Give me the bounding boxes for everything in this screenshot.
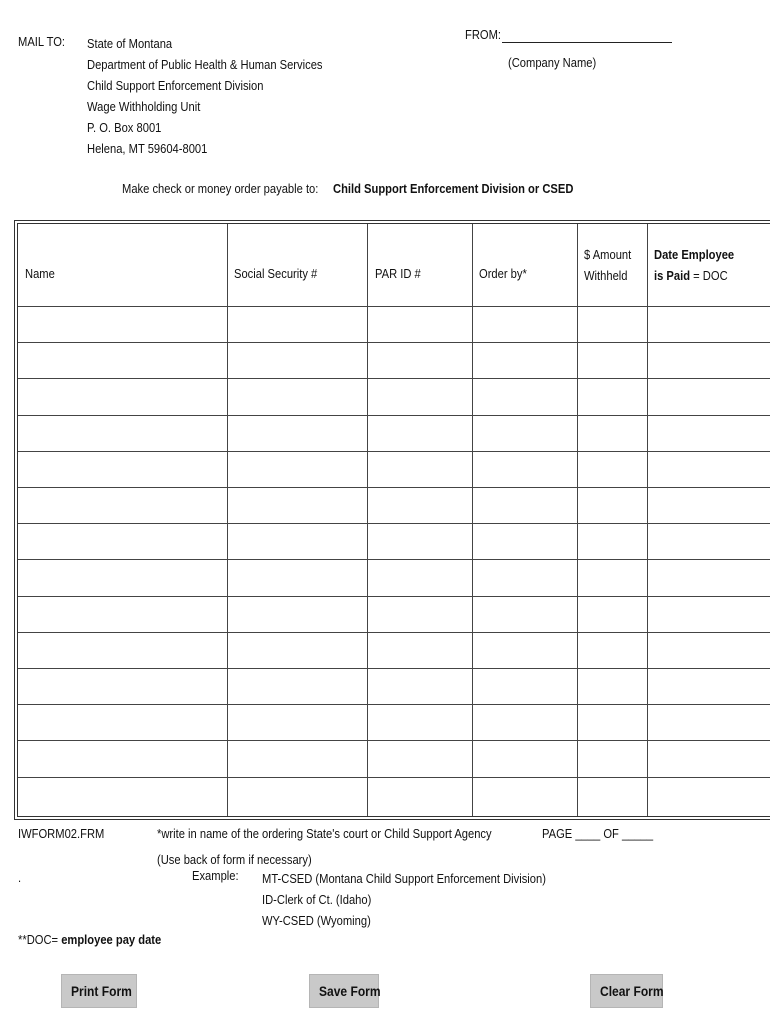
name-cell[interactable] — [24, 606, 195, 622]
court-footnote: *write in name of the ordering State's court or Child Support Agency — [157, 826, 492, 841]
doc-prefix: **DOC= — [18, 932, 59, 947]
order-by-cell[interactable] — [478, 606, 560, 622]
name-cell[interactable] — [24, 569, 195, 585]
header-date-rest: = DOC — [690, 268, 728, 283]
print-form-button[interactable] — [61, 974, 137, 1008]
name-cell[interactable] — [24, 388, 195, 404]
from-label: FROM: — [465, 27, 502, 42]
social-security-cell[interactable] — [233, 642, 345, 658]
social-security-cell[interactable] — [233, 461, 345, 477]
payable-value: Child Support Enforcement Division or CSED — [333, 181, 574, 196]
header-date-bold: is Paid — [654, 268, 691, 283]
order-by-cell[interactable] — [478, 714, 560, 730]
example-item: WY-CSED (Wyoming) — [262, 913, 371, 928]
par-id-cell[interactable] — [373, 352, 455, 368]
doc-definition — [18, 932, 161, 948]
mailing-address — [87, 33, 323, 159]
order-by-cell[interactable] — [478, 316, 560, 332]
name-cell[interactable] — [24, 533, 195, 549]
social-security-cell[interactable] — [233, 352, 345, 368]
save-form-button[interactable] — [309, 974, 379, 1008]
header-amount-line: Withheld — [584, 268, 628, 283]
order-by-cell[interactable] — [478, 461, 560, 477]
amount-withheld-cell[interactable] — [583, 642, 635, 658]
social-security-cell[interactable] — [233, 678, 345, 694]
amount-withheld-cell[interactable] — [583, 533, 635, 549]
row-divider — [18, 378, 770, 379]
date-paid-cell[interactable] — [653, 606, 754, 622]
company-name-caption: (Company Name) — [508, 55, 597, 70]
address-line: P. O. Box 8001 — [87, 120, 162, 135]
amount-withheld-cell[interactable] — [583, 497, 635, 513]
social-security-cell[interactable] — [233, 787, 345, 803]
row-divider — [18, 740, 770, 741]
social-security-cell[interactable] — [233, 533, 345, 549]
order-by-cell[interactable] — [478, 425, 560, 441]
address-line: Wage Withholding Unit — [87, 99, 201, 114]
name-cell[interactable] — [24, 497, 195, 513]
par-id-cell[interactable] — [373, 678, 455, 694]
address-line: Helena, MT 59604-8001 — [87, 141, 208, 156]
amount-withheld-cell[interactable] — [583, 606, 635, 622]
header-order-by: Order by* — [479, 266, 527, 281]
order-by-cell[interactable] — [478, 642, 560, 658]
header-amount-withheld — [584, 244, 631, 286]
row-divider — [18, 704, 770, 705]
par-id-cell[interactable] — [373, 642, 455, 658]
row-divider — [18, 596, 770, 597]
address-line: Department of Public Health & Human Services — [87, 57, 323, 72]
form-id: IWFORM02.FRM — [18, 826, 105, 841]
par-id-cell[interactable] — [373, 425, 455, 441]
header-social-security: Social Security # — [234, 266, 318, 281]
header-name: Name — [25, 266, 55, 281]
column-divider — [367, 224, 368, 816]
name-cell[interactable] — [24, 787, 195, 803]
par-id-cell[interactable] — [373, 316, 455, 332]
name-cell[interactable] — [24, 352, 195, 368]
date-paid-cell[interactable] — [653, 714, 754, 730]
amount-withheld-cell[interactable] — [583, 750, 635, 766]
name-cell[interactable] — [24, 461, 195, 477]
order-by-cell[interactable] — [478, 533, 560, 549]
example-item: MT-CSED (Montana Child Support Enforcement Division) — [262, 871, 546, 886]
amount-withheld-cell[interactable] — [583, 569, 635, 585]
social-security-cell[interactable] — [233, 497, 345, 513]
row-divider — [18, 342, 770, 343]
name-cell[interactable] — [24, 714, 195, 730]
row-divider — [18, 487, 770, 488]
date-paid-cell[interactable] — [653, 533, 754, 549]
social-security-cell[interactable] — [233, 316, 345, 332]
social-security-cell[interactable] — [233, 606, 345, 622]
amount-withheld-cell[interactable] — [583, 425, 635, 441]
amount-withheld-cell[interactable] — [583, 352, 635, 368]
social-security-cell[interactable] — [233, 388, 345, 404]
amount-withheld-cell[interactable] — [583, 461, 635, 477]
par-id-cell[interactable] — [373, 714, 455, 730]
dot-mark: . — [18, 870, 22, 885]
row-divider — [18, 306, 770, 307]
social-security-cell[interactable] — [233, 714, 345, 730]
amount-withheld-cell[interactable] — [583, 714, 635, 730]
social-security-cell[interactable] — [233, 750, 345, 766]
name-cell[interactable] — [24, 750, 195, 766]
company-name-field[interactable] — [502, 42, 672, 43]
clear-form-label: Clear Form — [600, 983, 664, 999]
clear-form-button[interactable] — [590, 974, 663, 1008]
par-id-cell[interactable] — [373, 533, 455, 549]
column-divider — [647, 224, 648, 816]
order-by-cell[interactable] — [478, 569, 560, 585]
row-divider — [18, 451, 770, 452]
date-paid-cell[interactable] — [653, 678, 754, 694]
doc-meaning: employee pay date — [58, 932, 162, 947]
address-line: State of Montana — [87, 36, 173, 51]
header-par-id: PAR ID # — [375, 266, 421, 281]
date-paid-cell[interactable] — [653, 461, 754, 477]
back-of-form-note: (Use back of form if necessary) — [157, 852, 312, 867]
row-divider — [18, 777, 770, 778]
page-of-field[interactable]: PAGE ____ OF _____ — [542, 826, 654, 841]
par-id-cell[interactable] — [373, 606, 455, 622]
date-paid-cell[interactable] — [653, 497, 754, 513]
amount-withheld-cell[interactable] — [583, 787, 635, 803]
par-id-cell[interactable] — [373, 388, 455, 404]
name-cell[interactable] — [24, 316, 195, 332]
row-divider — [18, 668, 770, 669]
amount-withheld-cell[interactable] — [583, 316, 635, 332]
row-divider — [18, 559, 770, 560]
order-by-cell[interactable] — [478, 750, 560, 766]
row-divider — [18, 632, 770, 633]
date-paid-cell[interactable] — [653, 787, 754, 803]
date-paid-cell[interactable] — [653, 569, 754, 585]
amount-withheld-cell[interactable] — [583, 678, 635, 694]
column-divider — [472, 224, 473, 816]
row-divider — [18, 415, 770, 416]
print-form-label: Print Form — [71, 983, 132, 999]
column-divider — [227, 224, 228, 816]
order-by-cell[interactable] — [478, 388, 560, 404]
date-paid-cell[interactable] — [653, 352, 754, 368]
example-list — [262, 868, 546, 931]
name-cell[interactable] — [24, 678, 195, 694]
save-form-label: Save Form — [319, 983, 381, 999]
amount-withheld-cell[interactable] — [583, 388, 635, 404]
date-paid-cell[interactable] — [653, 642, 754, 658]
social-security-cell[interactable] — [233, 569, 345, 585]
header-date-employee-paid — [654, 244, 734, 286]
payable-label: Make check or money order payable to: — [122, 181, 319, 196]
header-amount-line: $ Amount — [584, 247, 632, 262]
par-id-cell[interactable] — [373, 461, 455, 477]
mail-to-label: MAIL TO: — [18, 34, 66, 49]
row-divider — [18, 523, 770, 524]
name-cell[interactable] — [24, 425, 195, 441]
par-id-cell[interactable] — [373, 750, 455, 766]
par-id-cell[interactable] — [373, 497, 455, 513]
date-paid-cell[interactable] — [653, 425, 754, 441]
order-by-cell[interactable] — [478, 678, 560, 694]
address-line: Child Support Enforcement Division — [87, 78, 264, 93]
date-paid-cell[interactable] — [653, 316, 754, 332]
order-by-cell[interactable] — [478, 787, 560, 803]
example-item: ID-Clerk of Ct. (Idaho) — [262, 892, 372, 907]
par-id-cell[interactable] — [373, 787, 455, 803]
header-date-line: Date Employee — [654, 247, 735, 262]
date-paid-cell[interactable] — [653, 388, 754, 404]
order-by-cell[interactable] — [478, 352, 560, 368]
header-date-line — [654, 265, 734, 286]
order-by-cell[interactable] — [478, 497, 560, 513]
name-cell[interactable] — [24, 642, 195, 658]
example-label: Example: — [192, 868, 239, 883]
social-security-cell[interactable] — [233, 425, 345, 441]
column-divider — [577, 224, 578, 816]
date-paid-cell[interactable] — [653, 750, 754, 766]
par-id-cell[interactable] — [373, 569, 455, 585]
